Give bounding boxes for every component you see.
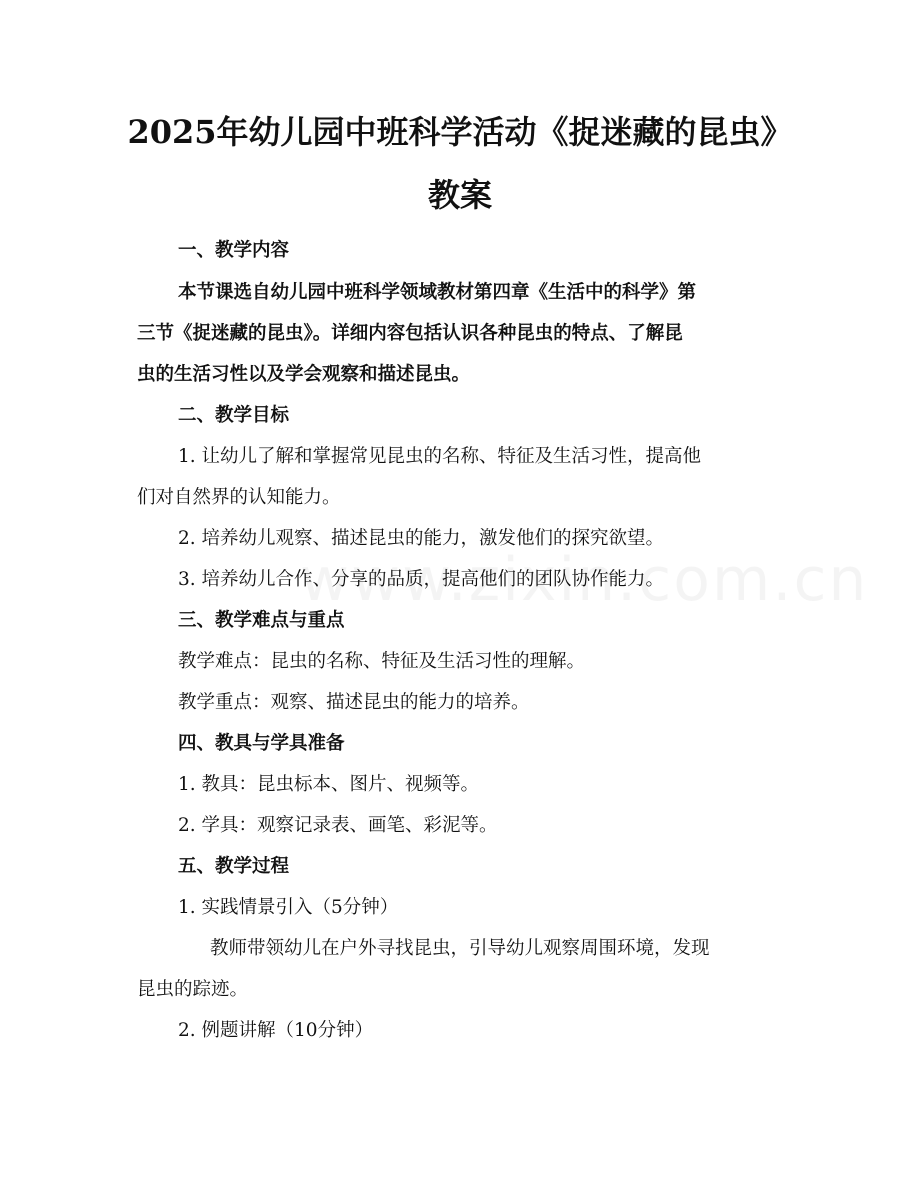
list-item: 2. 例题讲解（10分钟） — [178, 1020, 374, 1041]
section-heading-teaching-aids: 四、教具与学具准备 — [178, 733, 345, 754]
section-heading-teaching-objectives: 二、教学目标 — [178, 405, 290, 426]
list-item: 2. 学具：观察记录表、画笔、彩泥等。 — [178, 815, 498, 836]
section-heading-teaching-content: 一、教学内容 — [178, 240, 290, 261]
paragraph-line: 教学重点：观察、描述昆虫的能力的培养。 — [178, 692, 530, 713]
document-title-line2: 教案 — [427, 176, 492, 214]
list-item: 1. 让幼儿了解和掌握常见昆虫的名称、特征及生活习性，提高他 — [178, 446, 702, 467]
list-item: 2. 培养幼儿观察、描述昆虫的能力，激发他们的探究欲望。 — [178, 528, 665, 549]
paragraph-line: 三节《捉迷藏的昆虫》。详细内容包括认识各种昆虫的特点、了解昆 — [137, 323, 683, 344]
paragraph-line: 教学难点：昆虫的名称、特征及生活习性的理解。 — [178, 651, 586, 672]
list-item: 3. 培养幼儿合作、分享的品质，提高他们的团队协作能力。 — [178, 569, 665, 590]
paragraph-line: 教师带领幼儿在户外寻找昆虫，引导幼儿观察周围环境，发现 — [210, 938, 710, 959]
paragraph-line: 虫的生活习性以及学会观察和描述昆虫。 — [137, 364, 471, 385]
paragraph-line: 本节课选自幼儿园中班科学领域教材第四章《生活中的科学》第 — [178, 282, 697, 303]
section-heading-teaching-process: 五、教学过程 — [178, 856, 290, 877]
document-title-line1: 2025年幼儿园中班科学活动《捉迷藏的昆虫》 — [127, 113, 793, 151]
list-item: 1. 实践情景引入（5分钟） — [178, 897, 399, 918]
paragraph-line: 昆虫的踪迹。 — [137, 979, 249, 1000]
list-item-continuation: 们对自然界的认知能力。 — [137, 487, 341, 508]
list-item: 1. 教具：昆虫标本、图片、视频等。 — [178, 774, 480, 795]
section-heading-difficulty-and-key: 三、教学难点与重点 — [178, 610, 345, 631]
